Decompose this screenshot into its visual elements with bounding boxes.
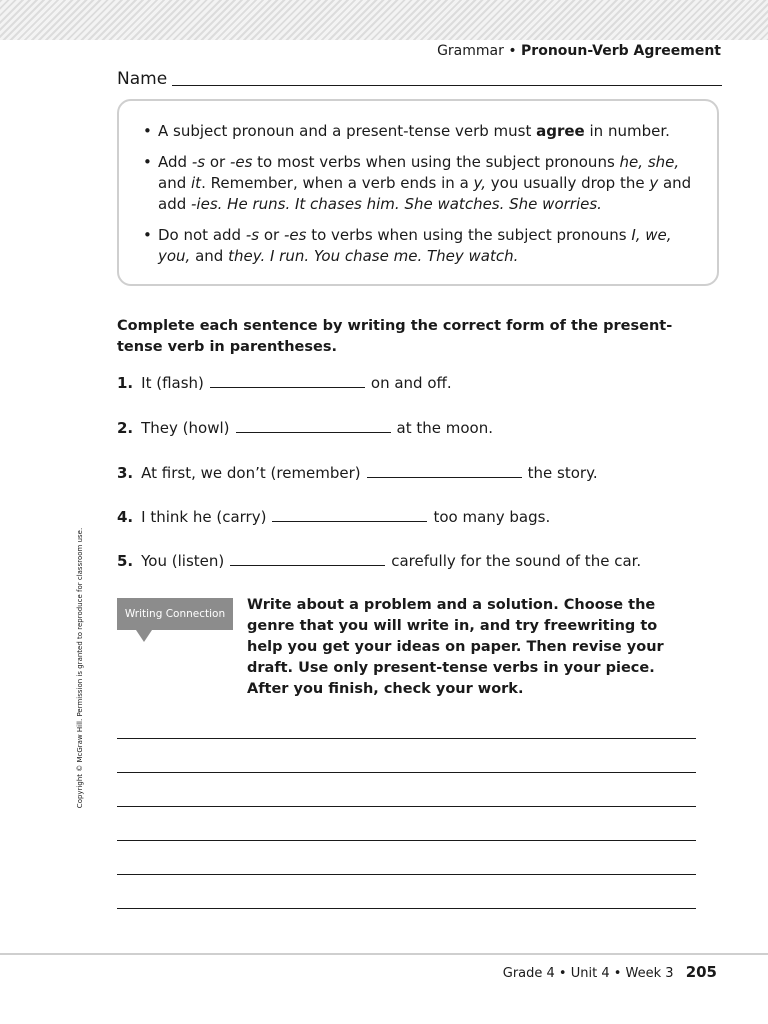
grade-info: Grade 4 • Unit 4 • Week 3	[502, 966, 674, 981]
name-label: Name	[117, 69, 168, 89]
footer-divider	[0, 953, 768, 955]
bullet-icon: •	[143, 226, 152, 244]
bullet-icon: •	[143, 122, 152, 140]
name-field[interactable]	[172, 85, 722, 86]
page-footer	[503, 963, 717, 981]
exercise-item-5: 5. You (listen) carefully for the sound of the car.	[117, 552, 642, 570]
page-number: 205	[685, 963, 717, 981]
title-separator: •	[508, 43, 517, 59]
writing-connection-tag	[117, 598, 233, 630]
writing-prompt: Write about a problem and a solution. Choose the genre that you will write in, and try freewriting to help you get your ideas on paper. Then revise your draft. Use only present-tense verbs in your piece. After you finish, check your work.	[247, 597, 664, 697]
writing-line-5[interactable]	[117, 874, 696, 875]
topic-label: Pronoun-Verb Agreement	[521, 43, 721, 59]
answer-blank-2[interactable]	[236, 420, 391, 433]
bullet-icon: •	[143, 153, 152, 171]
answer-blank-5[interactable]	[230, 553, 385, 566]
grammar-rules-box	[117, 99, 719, 286]
writing-line-2[interactable]	[117, 772, 696, 773]
answer-blank-4[interactable]	[272, 509, 427, 522]
section-label: Grammar	[437, 43, 504, 59]
exercise-item-2: 2. They (howl) at the moon.	[117, 419, 493, 437]
writing-line-1[interactable]	[117, 738, 696, 739]
rule-2: • Add -s or -es to most verbs when using the subject pronouns he, she, and it. Remember, when a verb ends in a y, you usually drop the y and add -ies. He runs. It chases him. She watches. She worries.	[143, 153, 692, 213]
rule-3: • Do not add -s or -es to verbs when using the subject pronouns I, we, you, and they. I run. You chase me. They watch.	[143, 226, 672, 265]
writing-connection-label: Writing Connection	[124, 608, 226, 620]
answer-blank-1[interactable]	[210, 375, 365, 388]
writing-line-3[interactable]	[117, 806, 696, 807]
name-row	[117, 69, 722, 91]
answer-blank-3[interactable]	[367, 465, 522, 478]
page-title	[437, 43, 721, 59]
speech-bubble-tail-icon	[136, 630, 152, 642]
exercise-item-3: 3. At first, we don’t (remember) the story.	[117, 464, 598, 482]
directions: Complete each sentence by writing the correct form of the present-tense verb in parentheses.	[117, 318, 673, 355]
writing-line-6[interactable]	[117, 908, 696, 909]
copyright-notice: Copyright © McGraw Hill. Permission is granted to reproduce for classroom use.	[76, 527, 84, 809]
writing-line-4[interactable]	[117, 840, 696, 841]
exercise-item-4: 4. I think he (carry) too many bags.	[117, 508, 551, 526]
rule-1: • A subject pronoun and a present-tense verb must agree in number.	[143, 122, 670, 140]
exercise-item-1: 1. It (flash) on and off.	[117, 374, 452, 392]
